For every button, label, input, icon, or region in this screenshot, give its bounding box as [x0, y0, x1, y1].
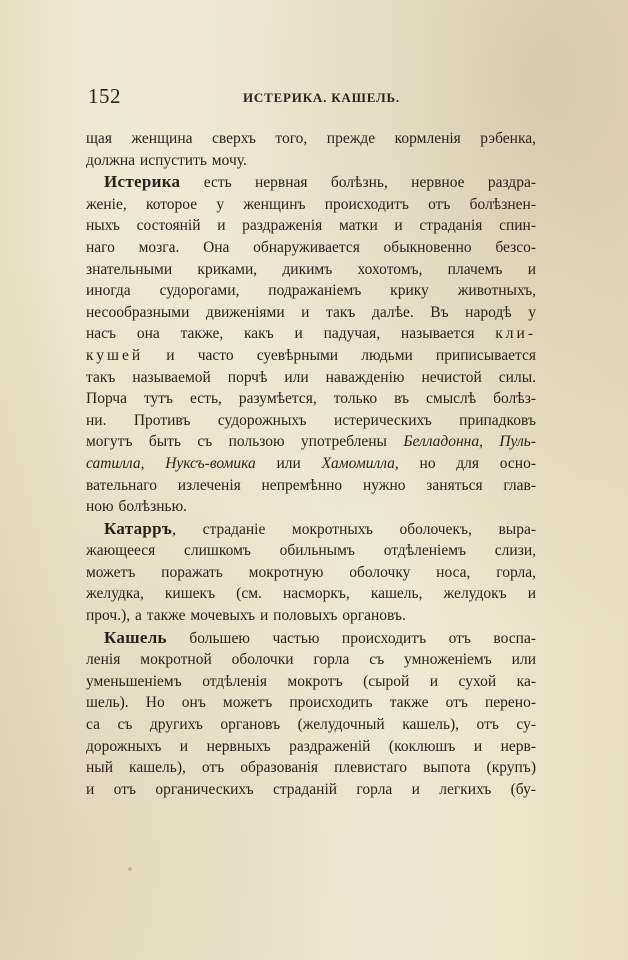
running-title: ИСТЕРИКА. КАШЕЛЬ.: [243, 90, 400, 105]
text-line: знательными криками, дикимъ хохотомъ, плачемъ и: [86, 260, 536, 278]
text-segment: , страданіе мокротныхъ оболочекъ, выра-: [172, 520, 536, 538]
paper-speck: [128, 867, 132, 871]
text-line: проч.), а также мочевыхъ и половыхъ органовъ.: [86, 607, 406, 625]
remedy-name: Белладонна, Пуль-: [403, 433, 536, 451]
text-line: ною болѣзнью.: [86, 498, 188, 516]
text-line: иногда судорогами, подражаніемъ крику животныхъ,: [86, 282, 536, 300]
text-line: несообразными движеніями и такъ далѣе. Въ народѣ у: [86, 303, 536, 321]
text-segment: могутъ быть съ пользою употреблены: [86, 433, 404, 451]
text-line: [86, 171, 536, 194]
text-line: и отъ органическихъ страданій горла и легкихъ (бу-: [86, 780, 536, 798]
text-line: са съ другихъ органовъ (желудочный кашель), отъ су-: [86, 716, 536, 734]
remedy-name: сатилла, Нуксъ-вомика: [86, 454, 256, 472]
paragraph-catarrh: [86, 518, 536, 627]
text-line: [86, 345, 536, 367]
spaced-word: кли-: [495, 325, 536, 343]
text-line: ни. Противъ судорожныхъ истерическихъ припадковъ: [86, 411, 536, 429]
term-heading: Катарръ: [104, 518, 173, 538]
text-line: дорожныхъ и нервныхъ раздраженій (коклюшъ и нерв-: [86, 737, 536, 755]
paragraph-cough: [86, 627, 536, 801]
text-line: можетъ поражать мокротную оболочку носа, горла,: [86, 563, 536, 581]
text-line: [86, 627, 536, 650]
page-header: [88, 84, 528, 106]
text-segment: но для осно-: [398, 454, 536, 472]
text-segment: насъ она также, какъ и падучая, называется: [86, 325, 496, 343]
text-line: наго мозга. Она обнаруживается обыкновенно безсо-: [86, 238, 536, 256]
text-line: [86, 518, 536, 541]
paragraph-continuation: [86, 128, 536, 171]
text-segment: есть нервная болѣзнь, нервное раздра-: [180, 174, 536, 192]
term-heading: Кашель: [104, 627, 167, 647]
text-line: такъ называемой порчѣ или наважденію нечистой силы.: [86, 368, 536, 386]
paragraph-hysteria: [86, 171, 536, 518]
text-line: должна испустить мочу.: [86, 151, 247, 169]
text-segment: большею частью происходитъ отъ воспа-: [166, 629, 536, 647]
text-line: шель). Но онъ можетъ происходить также отъ перено-: [86, 694, 536, 712]
text-line: Порча тутъ есть, разумѣется, только въ смыслѣ болѣз-: [86, 390, 536, 408]
text-line: [86, 431, 536, 453]
page-number: 152: [88, 84, 121, 108]
text-line: [86, 453, 536, 475]
text-line: жающееся слишкомъ обильнымъ отдѣленіемъ слизи,: [86, 542, 536, 560]
text-line: щая женщина сверхъ того, прежде кормленія рэбенка,: [86, 130, 536, 147]
term-heading: Истерика: [104, 172, 181, 192]
text-segment: или: [255, 454, 322, 472]
text-line: уменьшеніемъ отдѣленія мокротъ (сырой и сухой ка-: [86, 672, 536, 690]
spaced-word: кушей: [86, 346, 144, 364]
text-line: ный кашель), отъ образованія плевистаго выпота (крупъ): [86, 759, 536, 777]
text-line: вательнаго излеченія непремѣнно нужно заняться глав-: [86, 476, 536, 494]
text-line: ленія мокротной оболочки горла съ умноженіемъ или: [86, 651, 536, 669]
body-text: [86, 128, 536, 800]
text-line: желудка, кишекъ (см. насморкъ, кашель, желудокъ и: [86, 585, 536, 603]
text-line: [86, 323, 536, 345]
text-segment: и часто суевѣрными людьми приписывается: [143, 346, 536, 364]
text-line: ныхъ состояній и раздраженія матки и страданія спин-: [86, 217, 536, 235]
remedy-name: Хамомилла,: [321, 454, 399, 472]
text-line: женіе, которое у женщинъ происходитъ отъ болѣзнен-: [86, 195, 536, 213]
